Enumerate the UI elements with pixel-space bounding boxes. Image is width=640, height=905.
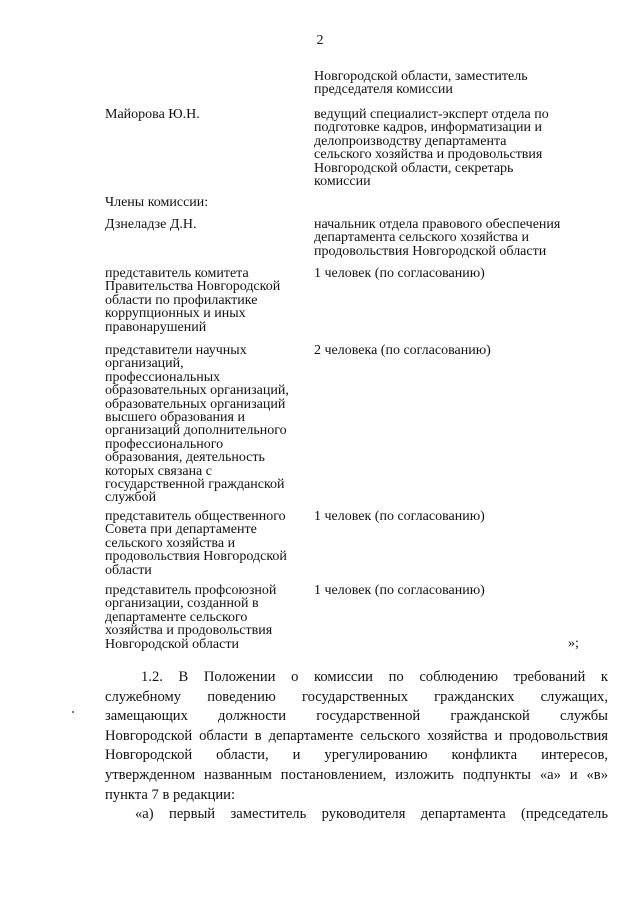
commission-row-3-name: Дзнеладзе Д.Н. [105, 217, 197, 232]
commission-row-4-name: представитель комитета Правительства Новгородской области по профилактике коррупционных и иных правонарушений [105, 266, 281, 335]
members-heading: Члены комиссии: [105, 195, 209, 210]
paragraph-line: «а) первый заместитель руководителя департамента (председатель [135, 806, 608, 822]
commission-row-6-name: представитель общественного Совета при департаменте сельского хозяйства и продовольствия Новгородской области [105, 509, 287, 578]
paragraph-line: служебному поведению государственных гражданских служащих, [105, 688, 608, 705]
paragraph-1-2 [105, 668, 608, 805]
commission-row-0-role: Новгородской области, заместитель председателя комиссии [314, 69, 528, 98]
commission-row-1-name: Майорова Ю.Н. [105, 107, 200, 122]
paragraph-line: Новгородской области, и урегулированию конфликта интересов, [105, 747, 608, 764]
commission-row-6-role: 1 человек (по согласованию) [314, 509, 485, 524]
commission-row-5-name: представители научных организаций, профессиональных образовательных организаций, образовательных организаций высшего образования и организаций дополнительного профессионального образования, деятельность которых связана с государственной гражданской службой [105, 343, 289, 506]
page-number: 2 [316, 33, 324, 48]
commission-row-4-role: 1 человек (по согласованию) [314, 266, 485, 281]
paragraph-line: пункта 7 в редакции: [105, 786, 236, 803]
commission-row-1-role: ведущий специалист-эксперт отдела по подготовке кадров, информатизации и делопроизводству департамента сельского хозяйства и продовольствия Новгородской области, секретарь комиссии [314, 107, 549, 190]
commission-row-7-name: представитель профсоюзной организации, созданной в департаменте сельского хозяйства и продовольствия Новгородской области [105, 583, 277, 652]
margin-speck [72, 711, 74, 713]
paragraph-line: Новгородской области в департаменте сельского хозяйства и продовольствия [105, 727, 608, 744]
commission-row-5-role: 2 человека (по согласованию) [314, 343, 491, 358]
paragraph-subpoint-a [105, 805, 608, 825]
closing-quote: »; [568, 636, 579, 651]
commission-row-3-role: начальник отдела правового обеспечения департамента сельского хозяйства и продовольствия Новгородской области [314, 217, 561, 259]
paragraph-line: замещающих должности государственной гражданской службы [105, 708, 608, 725]
paragraph-line: 1.2. В Положении о комиссии по соблюдению требований к [141, 669, 608, 685]
commission-row-7-role: 1 человек (по согласованию) [314, 583, 485, 598]
paragraph-line: утвержденном названным постановлением, изложить подпункты «а» и «в» [105, 766, 608, 783]
